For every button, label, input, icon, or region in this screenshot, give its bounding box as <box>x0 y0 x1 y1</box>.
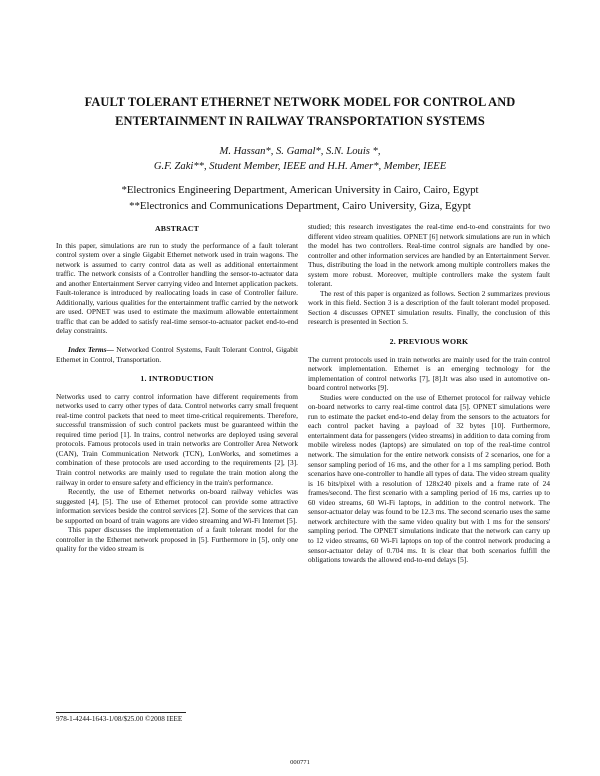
affiliation-line-1: *Electronics Engineering Department, American University in Cairo, Cairo, Egypt <box>121 184 479 196</box>
index-terms <box>56 345 298 364</box>
paper-organization-paragraph: The rest of this paper is organized as follows. Section 2 summarizes previous work in this field. Section 3 is a description of the fault tolerant model proposed. Section 4 discusses OPNET simulation results. Finally, the conclusion of this research is presented in Section 5. <box>308 288 550 327</box>
author-line-1: M. Hassan*, S. Gamal*, S.N. Louis *, <box>219 146 381 157</box>
abstract-text: In this paper, simulations are run to study the performance of a fault tolerant control system over a single Gigabit Ethernet network used in train wagons. The network is assumed to carry control data as well as additional entertainment traffic. The network consists of a Controller handling the sensor-to-actuator data and another Entertainment Server carrying video and Internet application packets. Fault-tolerance is introduced by reallocating loads in case of Controller failure. Additionally, various qualities for the entertainment traffic carried by the network are used. OPNET was used to estimate the maximum allowable entertainment traffic that can be added to satisfy real-time sensor-to-actuator packet end-to-end delay constraints. <box>56 240 298 336</box>
introduction-continuation: studied; this research investigates the real-time end-to-end constraints for two different video stream qualities. OPNET [6] network simulations are run in which the model has two controllers. Real-time control signals are handled by one-controller and other information services are handled by an Entertainment Server. Thus, distributing the load in the network among multiple controllers makes the system more robust. Moreover, multiple controllers make the system fault tolerant. <box>308 222 550 289</box>
page-number: 000771 <box>290 759 310 766</box>
copyright-notice: 978-1-4244-1643-1/08/$25.00 ©2008 IEEE <box>56 715 183 723</box>
index-terms-text: Networked Control Systems, Fault Tolerant Control, Gigabit Ethernet in Control, Transportation. <box>56 345 298 364</box>
author-list <box>40 144 560 174</box>
author-line-2: G.F. Zaki**, Student Member, IEEE and H.H. Amer*, Member, IEEE <box>153 161 447 172</box>
left-column <box>56 224 298 554</box>
footer-divider <box>56 712 186 713</box>
introduction-paragraph-2: Recently, the use of Ethernet networks on-board railway vehicles was suggested [4], [5]. The use of Ethernet protocol can provide some attractive information services beside the control services [2]. Some of the services that can be supported on board of train wagons are video streaming and Wi-Fi Internet [5]. <box>56 487 298 525</box>
introduction-paragraph-1: Networks used to carry control information have different requirements from networks used to carry other types of data. Control networks carry small frequent real-time control packets that need to meet time-critical requirements. Therefore, successful transmission of such control packets must be guaranteed within the required time period [1]. In trains, control networks are deployed using several protocols. Famous protocols used in train networks are Controller Area Network (CAN), Train Communication Network (TCN), LonWorks, and sometimes a combination of these protocols are used according to the requirements [2], [3]. Train control networks are mainly used to regulate the train motion along the railway in order to ensure safety and efficiency in the train's performance. <box>56 391 298 487</box>
previous-work-paragraph-1: The current protocols used in train networks are mainly used for the train control network implementation. Ethernet is an emerging technology for the implementation of control networks [7], [8].It was also used in automotive on-board control networks [9]. <box>308 354 550 393</box>
affiliation-line-2: **Electronics and Communications Department, Cairo University, Giza, Egypt <box>129 200 471 212</box>
paper-title-line-1: FAULT TOLERANT ETHERNET NETWORK MODEL FOR CONTROL AND <box>84 95 516 109</box>
index-terms-label: Index Terms— <box>68 345 114 355</box>
right-column <box>308 222 550 565</box>
abstract-heading: ABSTRACT <box>154 224 200 233</box>
affiliations <box>40 182 560 214</box>
previous-work-heading: 2. PREVIOUS WORK <box>389 337 469 347</box>
introduction-heading: 1. INTRODUCTION <box>140 374 214 384</box>
paper-title-line-2: ENTERTAINMENT IN RAILWAY TRANSPORTATION SYSTEMS <box>115 114 485 128</box>
paper-title <box>40 93 560 131</box>
previous-work-paragraph-2: Studies were conducted on the use of Ethernet protocol for railway vehicle on-board networks to carry real-time control data [5]. OPNET simulations were run to estimate the packet end-to-end delay from the sensors to the actuators for each control packet having a payload of 32 bytes [10]. Furthermore, entertainment data for passengers (video streams) in addition to data coming from mobile wireless nodes (laptops) are simulated on top of the real-time control network. The simulation for the entire network consists of 2 scenarios, one for a sensor sampling period of 16 ms, and the other for a 1 ms sampling period. Both scenarios have one-controller to handle all types of data. The video stream quality is 16 bits/pixel with a resolution of 128x240 pixels and a frame rate of 24 frames/second. The first scenario with a sampling period of 16 ms, carries up to 60 video streams, 60 Wi-Fi laptops, in addition to the control network. The sensor-actuator delay was found to be 12.3 ms. The second scenario uses the same network architecture with the same video quality but with 1 ms for the sensors' sampling period. The OPNET simulations indicate that the network can carry up to 12 video streams, 60 Wi-Fi laptops on top of the control network producing a sensor-actuator delay of 0.704 ms. It is clear that both scenarios fulfill the obligations towards the allowed end-to-end delays [5]. <box>308 392 550 565</box>
introduction-paragraph-3: This paper discusses the implementation of a fault tolerant model for the controller in the Ethernet network proposed in [5]. Furthermore in [5], only one quality for the video stream is <box>56 525 298 554</box>
